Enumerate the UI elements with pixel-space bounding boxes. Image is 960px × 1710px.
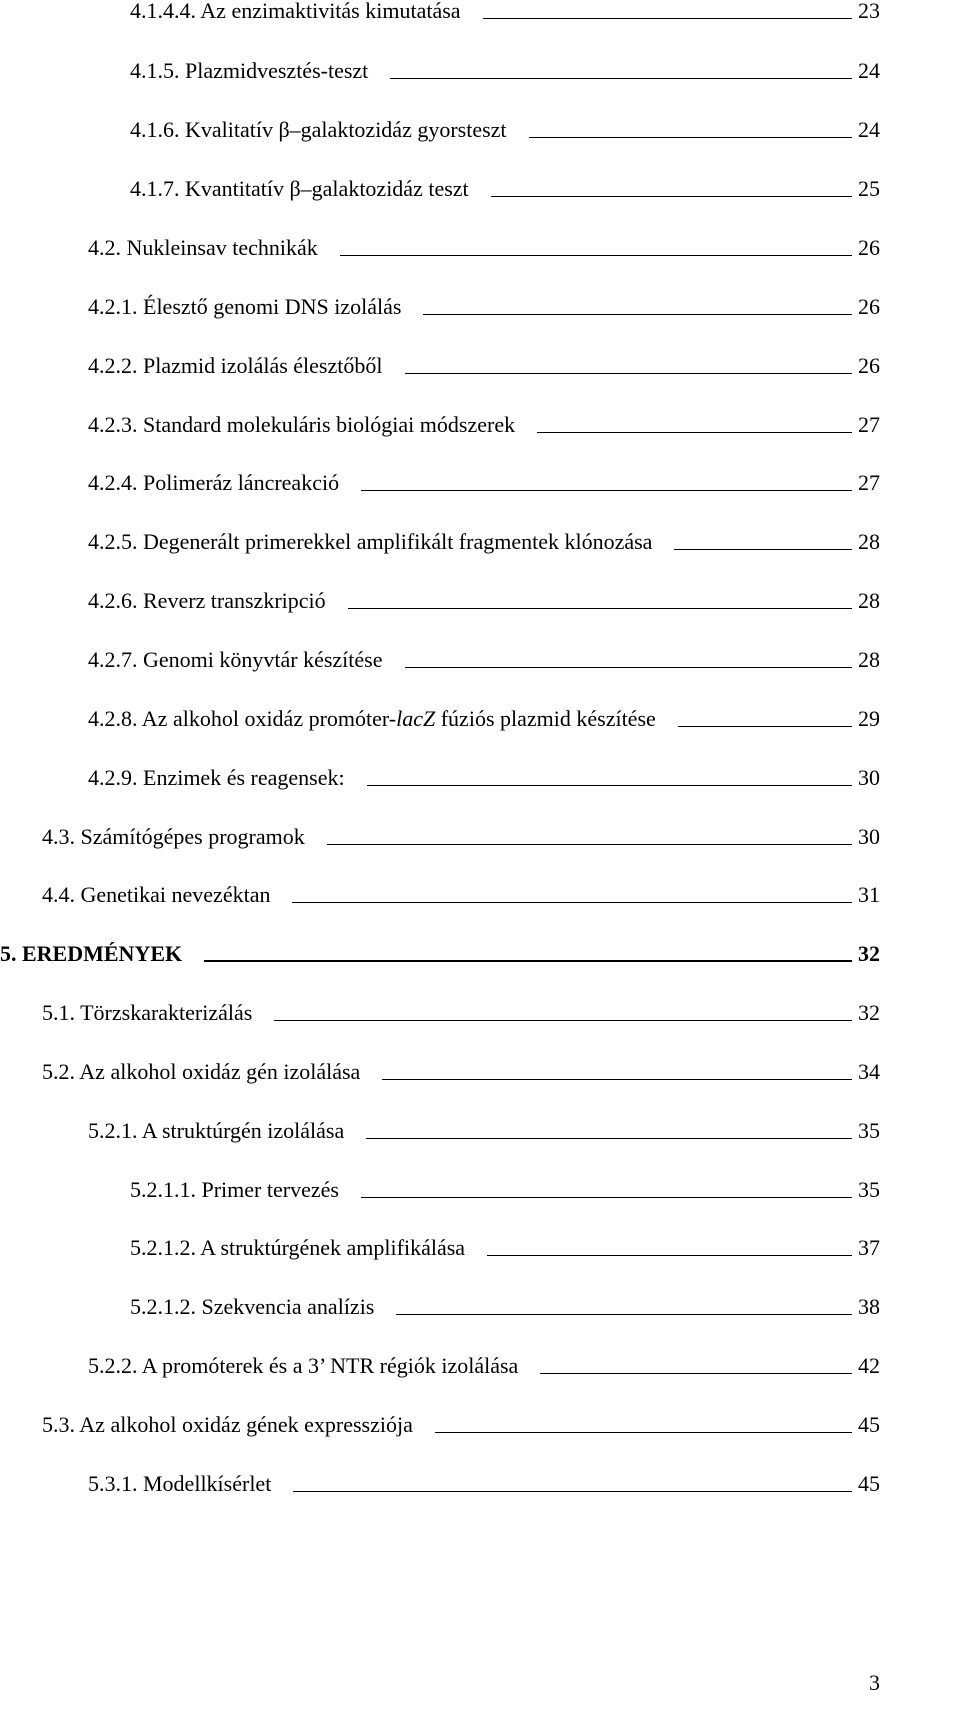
toc-entry[interactable] bbox=[42, 876, 880, 908]
toc-entry[interactable] bbox=[130, 111, 880, 143]
toc-entry-page: 34 bbox=[858, 1059, 880, 1084]
toc-entry-number: 4.2.5. bbox=[88, 529, 138, 554]
toc-entry[interactable] bbox=[88, 229, 880, 261]
toc-entry-number: 5.1. bbox=[42, 1000, 75, 1025]
toc-entry[interactable] bbox=[88, 700, 880, 732]
toc-entry[interactable] bbox=[88, 464, 880, 496]
toc-entry-page: 29 bbox=[858, 706, 880, 731]
toc-leader-line bbox=[367, 785, 852, 786]
toc-entry-page: 23 bbox=[858, 0, 880, 23]
toc-entry-title: Standard molekuláris biológiai módszerek bbox=[143, 412, 516, 437]
toc-entry-number: 4.2.8. bbox=[88, 706, 138, 731]
toc-entry-page: 26 bbox=[858, 235, 880, 260]
toc-entry-number: 5.2. bbox=[42, 1059, 75, 1084]
toc-entry[interactable] bbox=[130, 170, 880, 202]
toc-leader-line bbox=[491, 196, 852, 197]
toc-leader-line bbox=[327, 844, 852, 845]
toc-entry-title: A struktúrgén izolálása bbox=[141, 1118, 345, 1143]
toc-entry-chapter[interactable] bbox=[0, 935, 880, 967]
toc-entry-number: 4.1.5. bbox=[130, 58, 180, 83]
toc-entry-page: 37 bbox=[858, 1235, 880, 1260]
toc-entry-title: Primer tervezés bbox=[201, 1177, 339, 1202]
toc-entry-page: 24 bbox=[858, 117, 880, 142]
toc-leader-line bbox=[274, 1020, 852, 1021]
toc-entry-title: Modellkísérlet bbox=[143, 1471, 272, 1496]
toc-entry-title: Élesztő genomi DNS izolálás bbox=[143, 294, 402, 319]
toc-entry-number: 4.2.4. bbox=[88, 470, 138, 495]
toc-entry[interactable] bbox=[130, 1171, 880, 1203]
toc-entry-number: 4.1.7. bbox=[130, 176, 180, 201]
toc-leader-line bbox=[204, 960, 852, 962]
toc-entry-title: Polimeráz láncreakció bbox=[143, 470, 340, 495]
toc-entry-title: A promóterek és a 3’ NTR régiók izolálása bbox=[141, 1353, 519, 1378]
toc-entry[interactable] bbox=[88, 1112, 880, 1144]
toc-leader-line bbox=[540, 1373, 852, 1374]
toc-entry[interactable] bbox=[88, 1465, 880, 1497]
toc-leader-line bbox=[529, 137, 852, 138]
toc-entry-title: Számítógépes programok bbox=[80, 824, 305, 849]
toc-entry-number: 5.2.2. bbox=[88, 1353, 138, 1378]
toc-leader-line bbox=[483, 18, 852, 19]
toc-entry-number: 4.1.6. bbox=[130, 117, 180, 142]
toc-entry-number: 4.2.9. bbox=[88, 765, 138, 790]
toc-entry[interactable] bbox=[88, 759, 880, 791]
toc-leader-line bbox=[361, 490, 852, 491]
toc-leader-line bbox=[366, 1138, 852, 1139]
toc-entry[interactable] bbox=[42, 1053, 880, 1085]
toc-entry[interactable] bbox=[42, 1406, 880, 1438]
toc-entry-number: 5. bbox=[0, 941, 17, 966]
toc-entry-title: Kvantitatív β–galaktozidáz teszt bbox=[185, 176, 469, 201]
toc-entry[interactable] bbox=[88, 347, 880, 379]
toc-leader-line bbox=[293, 1491, 852, 1492]
toc-entry-number: 4.2.6. bbox=[88, 588, 138, 613]
toc-entry-page: 32 bbox=[858, 941, 880, 966]
toc-entry-page: 45 bbox=[858, 1471, 880, 1496]
toc-entry-title: Szekvencia analízis bbox=[201, 1294, 375, 1319]
toc-entry-title: Az alkohol oxidáz gén izolálása bbox=[79, 1059, 361, 1084]
toc-entry-page: 26 bbox=[858, 294, 880, 319]
toc-entry-number: 5.2.1.2. bbox=[130, 1235, 196, 1260]
toc-entry[interactable] bbox=[88, 641, 880, 673]
toc-entry-page: 30 bbox=[858, 765, 880, 790]
toc-entry[interactable] bbox=[130, 52, 880, 84]
toc-entry[interactable] bbox=[130, 0, 880, 24]
toc-entry-title: Plazmidvesztés-teszt bbox=[185, 58, 369, 83]
toc-leader-line bbox=[382, 1079, 852, 1080]
toc-entry-title: Törzskarakterizálás bbox=[80, 1000, 253, 1025]
toc-entry-number: 5.3. bbox=[42, 1412, 75, 1437]
toc-leader-line bbox=[405, 373, 853, 374]
toc-leader-line bbox=[292, 902, 852, 903]
toc-leader-line bbox=[340, 255, 852, 256]
toc-entry-page: 32 bbox=[858, 1000, 880, 1025]
toc-entry[interactable] bbox=[88, 582, 880, 614]
toc-entry-number: 4.4. bbox=[42, 882, 75, 907]
toc-entry[interactable] bbox=[88, 523, 880, 555]
toc-entry-number: 5.2.1.2. bbox=[130, 1294, 196, 1319]
toc-leader-line bbox=[537, 432, 852, 433]
toc-leader-line bbox=[435, 1432, 852, 1433]
toc-entry-title: Plazmid izolálás élesztőből bbox=[143, 353, 383, 378]
toc-entry-page: 24 bbox=[858, 58, 880, 83]
toc-entry-page: 28 bbox=[858, 647, 880, 672]
toc-entry-page: 35 bbox=[858, 1177, 880, 1202]
toc-leader-line bbox=[361, 1197, 852, 1198]
toc-entry-number: 4.2.7. bbox=[88, 647, 138, 672]
toc-entry-page: 30 bbox=[858, 824, 880, 849]
toc-entry-page: 42 bbox=[858, 1353, 880, 1378]
toc-entry[interactable] bbox=[88, 406, 880, 438]
toc-entry-page: 45 bbox=[858, 1412, 880, 1437]
toc-leader-line bbox=[423, 314, 852, 315]
toc-leader-line bbox=[674, 549, 852, 550]
toc-entry[interactable] bbox=[88, 288, 880, 320]
toc-entry-page: 27 bbox=[858, 470, 880, 495]
toc-entry-title: Az alkohol oxidáz promóter-lacZ fúziós plazmid készítése bbox=[141, 706, 656, 731]
toc-entry-number: 4.2.1. bbox=[88, 294, 138, 319]
toc-entry-number: 5.3.1. bbox=[88, 1471, 138, 1496]
toc-leader-line bbox=[348, 608, 852, 609]
toc-entry-page: 27 bbox=[858, 412, 880, 437]
toc-leader-line bbox=[487, 1255, 852, 1256]
toc-entry[interactable] bbox=[88, 1347, 880, 1379]
toc-entry-page: 38 bbox=[858, 1294, 880, 1319]
toc-entry-page: 28 bbox=[858, 529, 880, 554]
toc-entry-title: Nukleinsav technikák bbox=[126, 235, 318, 260]
toc-leader-line bbox=[405, 667, 853, 668]
toc-leader-line bbox=[678, 726, 852, 727]
toc-entry-number: 5.2.1.1. bbox=[130, 1177, 196, 1202]
toc-leader-line bbox=[396, 1314, 852, 1315]
toc-entry-number: 4.1.4.4. bbox=[130, 0, 196, 23]
toc-entry-title: EREDMÉNYEK bbox=[22, 941, 183, 966]
toc-entry-title: Degenerált primerekkel amplifikált fragmentek klónozása bbox=[143, 529, 653, 554]
toc-entry-title: Genomi könyvtár készítése bbox=[143, 647, 383, 672]
toc-entry-title: Reverz transzkripció bbox=[143, 588, 326, 613]
toc-entry-page: 35 bbox=[858, 1118, 880, 1143]
toc-entry-number: 4.3. bbox=[42, 824, 75, 849]
toc-entry-number: 4.2.2. bbox=[88, 353, 138, 378]
toc-entry-page: 25 bbox=[858, 176, 880, 201]
toc-entry-title: Enzimek és reagensek: bbox=[143, 765, 345, 790]
toc-entry-number: 4.2. bbox=[88, 235, 121, 260]
toc-entry-title: Az alkohol oxidáz gének expressziója bbox=[79, 1412, 413, 1437]
toc-entry-title: A struktúrgének amplifikálása bbox=[200, 1235, 466, 1260]
toc-entry-title: Genetikai nevezéktan bbox=[80, 882, 271, 907]
toc-entry[interactable] bbox=[42, 818, 880, 850]
toc-entry-number: 5.2.1. bbox=[88, 1118, 138, 1143]
page-number: 3 bbox=[869, 1670, 880, 1695]
toc-entry[interactable] bbox=[130, 1288, 880, 1320]
toc-entry-title: Az enzimaktivitás kimutatása bbox=[200, 0, 461, 23]
toc-leader-line bbox=[390, 78, 852, 79]
toc-entry-page: 28 bbox=[858, 588, 880, 613]
toc-entry-number: 4.2.3. bbox=[88, 412, 138, 437]
toc-entry[interactable] bbox=[42, 994, 880, 1026]
toc-entry[interactable] bbox=[130, 1229, 880, 1261]
toc-entry-title: Kvalitatív β–galaktozidáz gyorsteszt bbox=[185, 117, 507, 142]
toc-entry-page: 31 bbox=[858, 882, 880, 907]
toc-entry-page: 26 bbox=[858, 353, 880, 378]
